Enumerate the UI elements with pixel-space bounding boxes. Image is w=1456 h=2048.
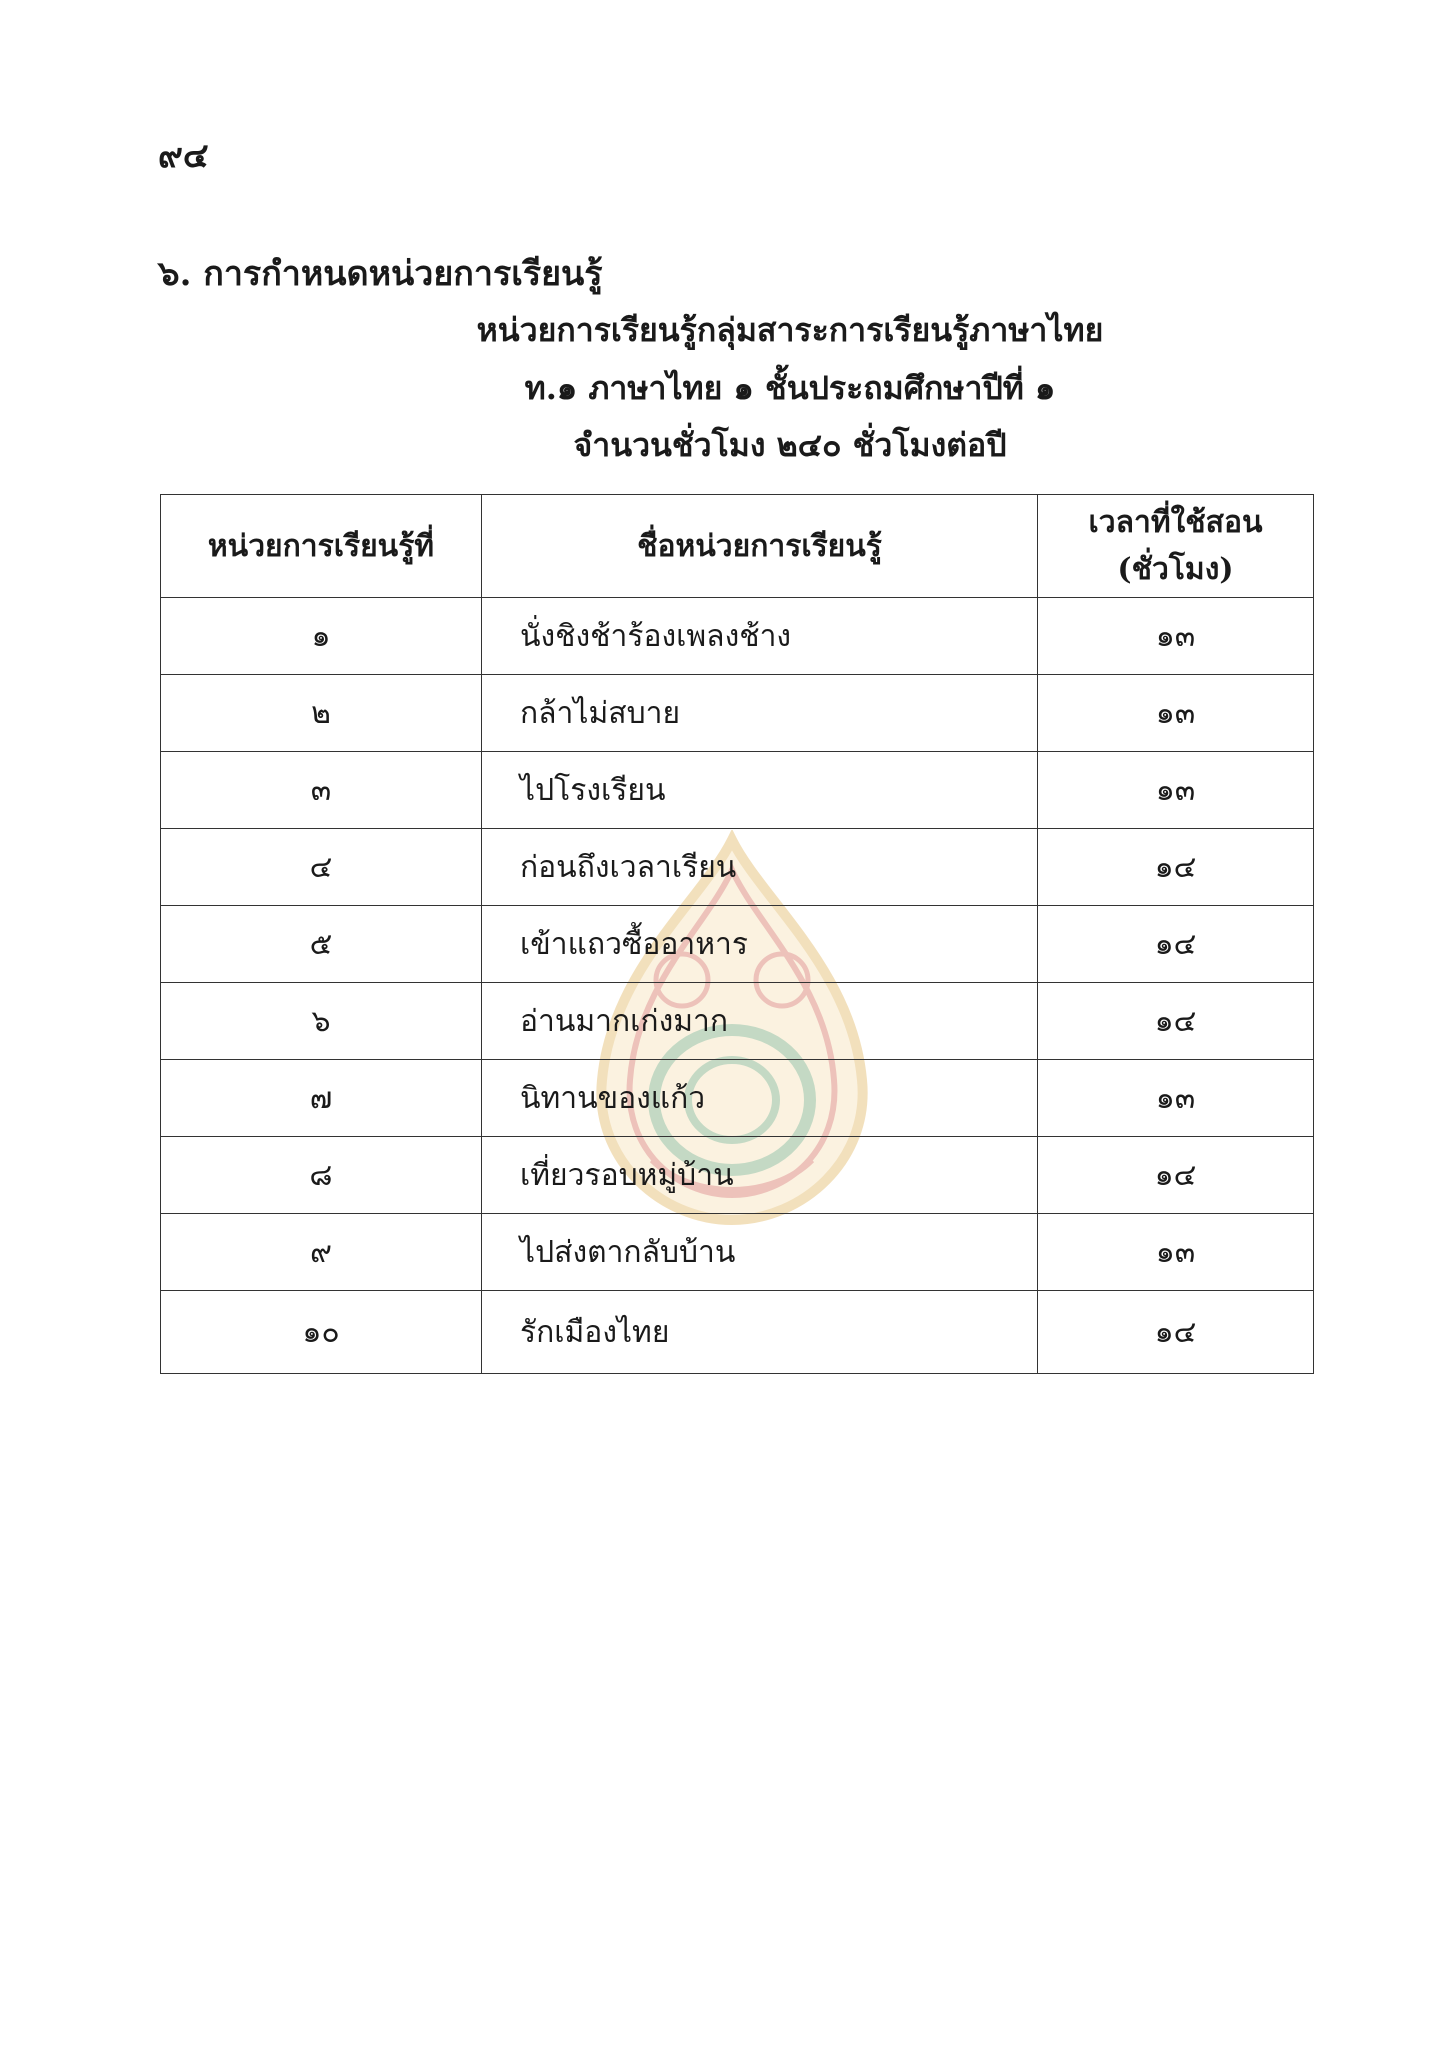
unit-number-cell: ๗ [161, 1060, 482, 1137]
teaching-hours-cell: ๑๔ [1038, 983, 1314, 1060]
table-row [161, 1060, 1314, 1137]
unit-name-cell: ก่อนถึงเวลาเรียน [482, 829, 1038, 906]
unit-number-cell: ๔ [161, 829, 482, 906]
teaching-hours-cell: ๑๔ [1038, 1291, 1314, 1374]
teaching-hours-cell: ๑๓ [1038, 675, 1314, 752]
table-row [161, 598, 1314, 675]
page-number: ๙๔ [158, 136, 209, 176]
unit-number-cell: ๓ [161, 752, 482, 829]
table-row [161, 829, 1314, 906]
table-body [161, 598, 1314, 1374]
unit-number-cell: ๕ [161, 906, 482, 983]
document-title: หน่วยการเรียนรู้กลุ่มสาระการเรียนรู้ภาษาไทย [476, 311, 1104, 349]
unit-name-cell: รักเมืองไทย [482, 1291, 1038, 1374]
unit-name-cell: เที่ยวรอบหมู่บ้าน [482, 1137, 1038, 1214]
unit-name-cell: ไปส่งตากลับบ้าน [482, 1214, 1038, 1291]
unit-number-cell: ๑ [161, 598, 482, 675]
table-row [161, 675, 1314, 752]
unit-name-cell: เข้าแถวซื้ออาหาร [482, 906, 1038, 983]
unit-name-cell: ไปโรงเรียน [482, 752, 1038, 829]
unit-number-cell: ๖ [161, 983, 482, 1060]
teaching-hours-cell: ๑๔ [1038, 829, 1314, 906]
table-row [161, 1291, 1314, 1374]
teaching-hours-cell: ๑๓ [1038, 598, 1314, 675]
table-row [161, 752, 1314, 829]
unit-name-cell: กล้าไม่สบาย [482, 675, 1038, 752]
table-row [161, 983, 1314, 1060]
document-hours: จำนวนชั่วโมง ๒๔๐ ชั่วโมงต่อปี [573, 426, 1007, 464]
teaching-hours-cell: ๑๓ [1038, 752, 1314, 829]
section-heading: ๖. การกำหนดหน่วยการเรียนรู้ [158, 254, 603, 294]
table-row [161, 1137, 1314, 1214]
table-header-row [161, 495, 1314, 598]
header-teaching-hours: เวลาที่ใช้สอน (ชั่วโมง) [1038, 495, 1314, 598]
learning-units-table [160, 494, 1314, 1374]
unit-number-cell: ๙ [161, 1214, 482, 1291]
document-subtitle: ท.๑ ภาษาไทย ๑ ชั้นประถมศึกษาปีที่ ๑ [524, 369, 1056, 407]
teaching-hours-cell: ๑๔ [1038, 906, 1314, 983]
teaching-hours-cell: ๑๓ [1038, 1060, 1314, 1137]
header-unit-name: ชื่อหน่วยการเรียนรู้ [482, 495, 1038, 598]
unit-number-cell: ๑๐ [161, 1291, 482, 1374]
teaching-hours-cell: ๑๔ [1038, 1137, 1314, 1214]
teaching-hours-cell: ๑๓ [1038, 1214, 1314, 1291]
unit-name-cell: อ่านมากเก่งมาก [482, 983, 1038, 1060]
table-row [161, 1214, 1314, 1291]
unit-number-cell: ๘ [161, 1137, 482, 1214]
table-row [161, 906, 1314, 983]
header-unit-number: หน่วยการเรียนรู้ที่ [161, 495, 482, 598]
unit-number-cell: ๒ [161, 675, 482, 752]
unit-name-cell: นั่งชิงช้าร้องเพลงช้าง [482, 598, 1038, 675]
unit-name-cell: นิทานของแก้ว [482, 1060, 1038, 1137]
